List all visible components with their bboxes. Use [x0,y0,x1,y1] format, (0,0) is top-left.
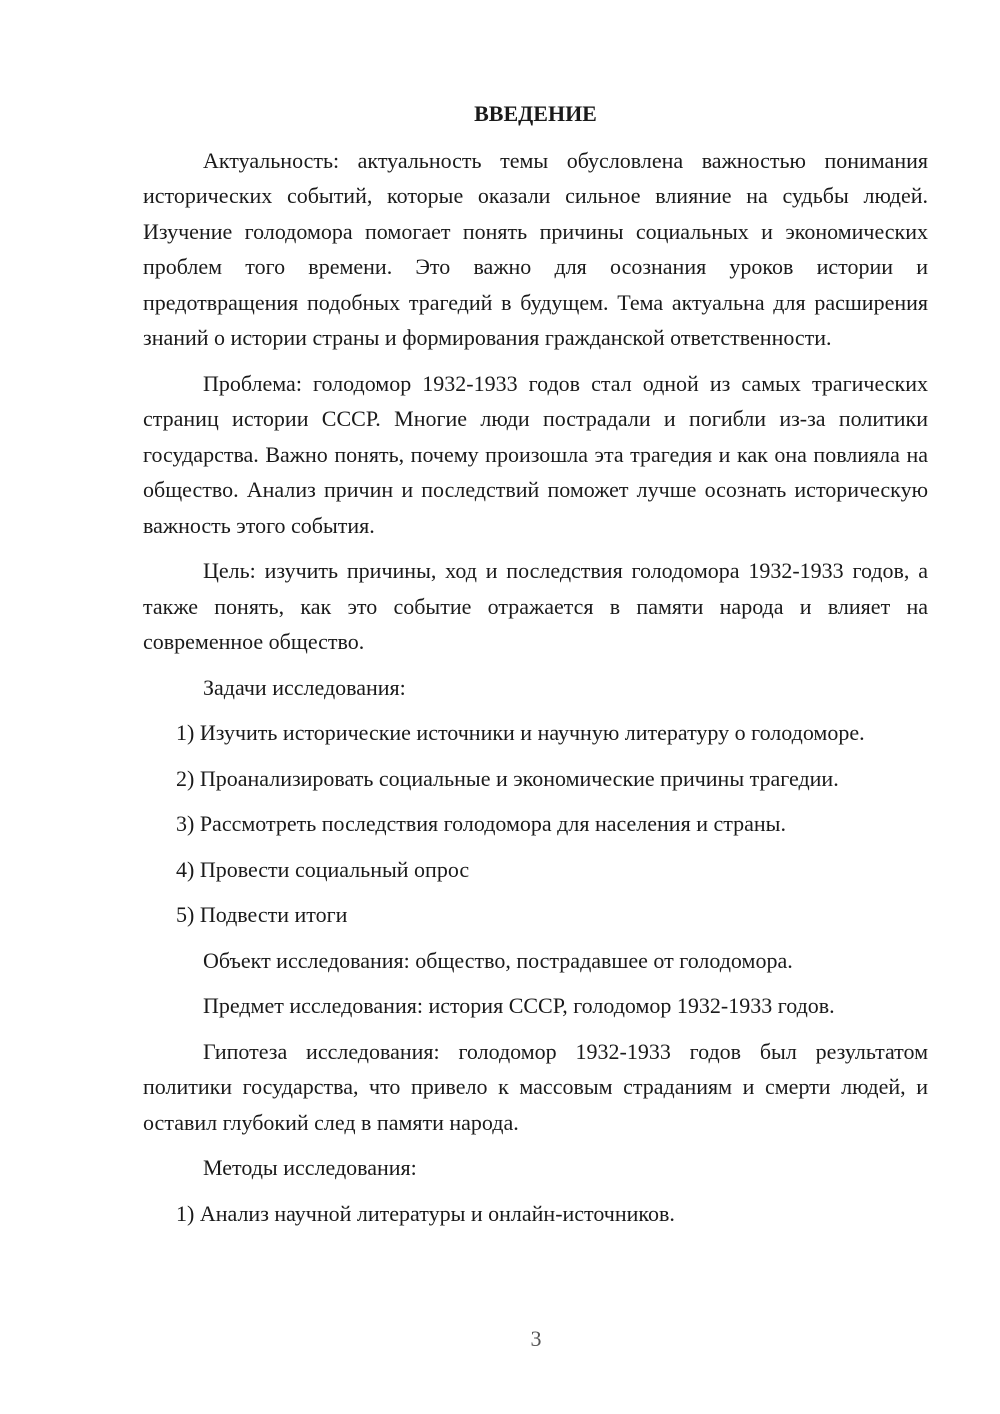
paragraph-hypothesis: Гипотеза исследования: голодомор 1932-1933 годов был результатом политики государства, что привело к массовым страданиям и смерти людей, и оставил глубокий след в памяти народа. [143,1038,928,1135]
paragraph-methods-heading: Методы исследования: [203,1155,417,1180]
task-item-1: 1) Изучить исторические источники и научную литературу о голодоморе. [176,720,865,745]
method-item-1: 1) Анализ научной литературы и онлайн-источников. [176,1200,675,1226]
task-item-4: 4) Провести социальный опрос [176,856,470,882]
page-number: 3 [530,1326,542,1351]
paragraph-problem: Проблема: голодомор 1932-1933 годов стал одной из самых трагических страниц истории СССР. Многие люди пострадали и погибли из-за политики государства. Важно понять, почему произошла эта трагедия и как она повлияла на общество. Анализ причин и последствий поможет лучше осознать историческую важность этого события. [143,370,928,538]
paragraph-goal: Цель: изучить причины, ход и последствия голодомора 1932-1933 годов, а также понять, как это событие отражается в памяти народа и влияет на современное общество. [143,558,928,654]
paragraph-subject: Предмет исследования: история СССР, голодомор 1932-1933 годов. [203,993,835,1018]
paragraph-tasks-heading: Задачи исследования: [203,674,406,700]
page-content [143,96,928,1241]
paragraph-object: Объект исследования: общество, пострадавшее от голодомора. [203,947,793,973]
section-title: ВВЕДЕНИЕ [474,101,597,126]
task-item-3: 3) Рассмотреть последствия голодомора для населения и страны. [176,811,786,836]
task-item-5: 5) Подвести итоги [176,902,348,927]
task-item-2: 2) Проанализировать социальные и экономические причины трагедии. [176,765,839,791]
paragraph-relevance: Актуальность: актуальность темы обусловлена важностью понимания исторических событий, которые оказали сильное влияние на судьбы людей. Изучение голодомора помогает понять причины социальных и экономических проблем того времени. Это важно для осознания уроков истории и предотвращения подобных трагедий в будущем. Тема актуальна для расширения знаний о истории страны и формирования гражданской ответственности. [143,147,928,350]
